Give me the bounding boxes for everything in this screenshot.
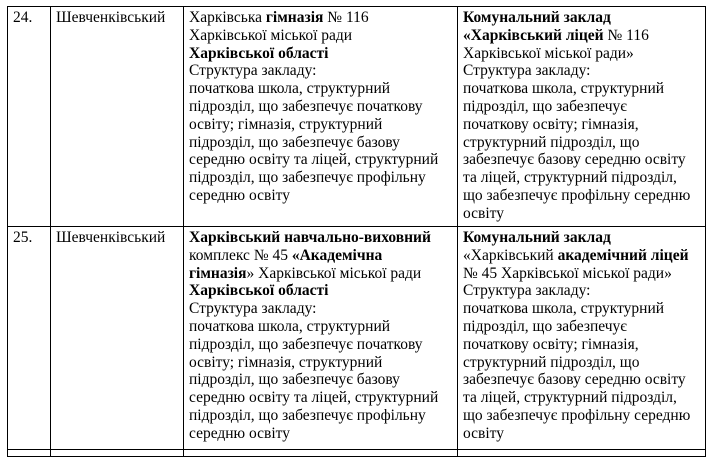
table-row [8, 227, 706, 450]
structure-line: підрозділ, що забезпечує початкову [189, 335, 423, 353]
structure-line: структурний підрозділ, що [463, 133, 640, 151]
empty-cell [51, 450, 184, 457]
row-number: 24. [13, 9, 33, 26]
row-number-cell [8, 7, 51, 227]
bold-fragment: гімназія [189, 264, 247, 282]
new-name-line: № 45 Харківської міської ради» [463, 264, 672, 282]
new-name-cell [458, 7, 706, 227]
empty-cell [8, 450, 51, 457]
structure-line: початкова школа, структурний [463, 300, 665, 318]
structure-line: освіту [463, 204, 504, 222]
structure-line: освіту [463, 424, 504, 442]
structure-heading: Структура закладу: [189, 62, 317, 80]
structure-line: середню освіту та ліцей, структурний [189, 389, 439, 407]
structure-line: початкова школа, структурний [463, 80, 665, 98]
structure-line: забезпечує базову середню освіту [463, 371, 686, 389]
text-fragment: комплекс № 45 [189, 246, 292, 264]
structure-line: підрозділ, що забезпечує початкову [189, 97, 423, 115]
new-name-line [463, 27, 701, 45]
bold-fragment: «Академічна [291, 246, 383, 264]
old-name-line: Харківської області [189, 282, 329, 300]
structure-line: підрозділ, що забезпечує базову [189, 133, 400, 151]
empty-cell [184, 450, 458, 457]
new-name-line [463, 247, 701, 265]
structure-line: підрозділ, що забезпечує базову [189, 371, 400, 389]
district-cell [51, 7, 184, 227]
structure-line: початкова школа, структурний [189, 80, 391, 98]
new-name-cell [458, 227, 706, 450]
structure-heading: Структура закладу: [189, 300, 317, 318]
table-row [8, 7, 706, 227]
text-fragment: № 116 [323, 9, 369, 26]
old-name-line: Харківської області [189, 44, 329, 62]
text-fragment: Харківська [189, 9, 266, 26]
empty-cell [458, 450, 706, 457]
structure-line: початкова школа, структурний [189, 317, 391, 335]
structure-line: структурний підрозділ, що [463, 353, 640, 371]
text-fragment: » Харківської міської ради [246, 264, 422, 282]
structure-line: підрозділ, що забезпечує [463, 97, 627, 115]
structure-line: середню освіту та ліцей, структурний [189, 151, 439, 169]
structure-line: що забезпечує профільну середню [463, 186, 691, 204]
structure-line: підрозділ, що забезпечує профільну [189, 406, 426, 424]
structure-line: освіту; гімназія, структурний [189, 115, 383, 133]
structure-line: початкову освіту; гімназія, [463, 335, 639, 353]
old-name-cell [184, 7, 458, 227]
text-fragment: «Харківський [463, 246, 558, 264]
old-name-line [189, 265, 453, 283]
structure-line: та ліцей, структурний підрозділ, [463, 389, 677, 407]
bold-fragment: академічний ліцей [557, 246, 689, 264]
district-cell [51, 227, 184, 450]
old-name-line [189, 247, 453, 265]
structure-line: що забезпечує профільну середню [463, 406, 691, 424]
structure-heading: Структура закладу: [463, 62, 591, 80]
old-name-line [189, 9, 453, 27]
structure-heading: Структура закладу: [463, 282, 591, 300]
district-name: Шевченківський [56, 9, 166, 26]
institutions-table [7, 6, 706, 457]
new-name-line: Харківської міської ради» [463, 44, 634, 62]
structure-line: та ліцей, структурний підрозділ, [463, 169, 677, 187]
structure-line: середню освіту [189, 186, 290, 204]
structure-line: середню освіту [189, 424, 290, 442]
bold-fragment: гімназія [265, 9, 324, 26]
new-name-line: Комунальний заклад [463, 229, 611, 246]
bold-fragment: «Харківський ліцей [463, 26, 604, 44]
old-name-cell [184, 227, 458, 450]
text-fragment: № 116 [603, 26, 649, 44]
new-name-line: Комунальний заклад [463, 9, 611, 26]
old-name-line: Харківський навчально-виховний [189, 229, 431, 246]
row-number-cell [8, 227, 51, 450]
structure-line: підрозділ, що забезпечує [463, 317, 627, 335]
structure-line: початкову освіту; гімназія, [463, 115, 639, 133]
old-name-line: Харківської міської ради [189, 26, 353, 44]
structure-line: освіту; гімназія, структурний [189, 353, 383, 371]
row-number: 25. [13, 229, 33, 246]
district-name: Шевченківський [56, 229, 166, 246]
structure-line: підрозділ, що забезпечує профільну [189, 169, 426, 187]
table-row-partial [8, 450, 706, 457]
structure-line: забезпечує базову середню освіту [463, 151, 686, 169]
